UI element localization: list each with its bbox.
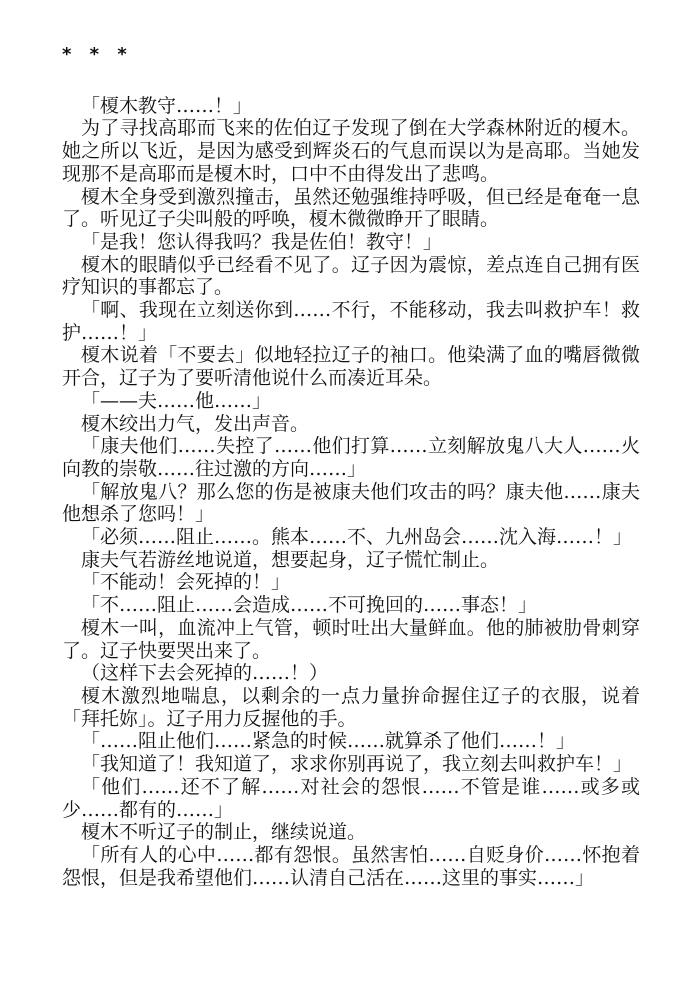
paragraph: 「啊、我现在立刻送你到……不行，不能移动，我去叫救护车！救护……！」 [62,299,640,344]
paragraph: 「——夫……他……」 [81,389,272,412]
paragraph: 榎木不听辽子的制止，继续说道。 [81,821,367,844]
paragraph: 「必须……阻止……。熊本……不、九州岛会……沈入海……！」 [81,526,633,549]
paragraph: （这样下去会死掉的……！） [81,662,329,685]
scene-separator: * * * [62,44,133,65]
paragraph: 康夫气若游丝地说道，想要起身，辽子慌忙制止。 [81,548,500,571]
paragraph: 「不……阻止……会造成……不可挽回的……事态！」 [81,594,538,617]
paragraph: 「不能动！会死掉的！」 [81,571,291,594]
paragraph: 「我知道了！我知道了，求求你别再说了，我立刻去叫救护车！」 [81,753,633,776]
book-page [62,44,640,889]
paragraph: 「解放鬼八？那么您的伤是被康夫他们攻击的吗？康夫他……康夫他想杀了您吗！」 [62,480,640,526]
paragraph: 「所有人的心中……都有怨恨。虽然害怕……自贬身价……怀抱着怨恨，但是我希望他们……认清自己活在……这里的事实……」 [62,843,640,889]
paragraph: 榎木绞出力气，发出声音。 [81,412,310,435]
paragraph: 榎木的眼睛似乎已经看不见了。辽子因为震惊，差点连自己拥有医疗知识的事都忘了。 [62,253,640,299]
paragraph: 「是我！您认得我吗？我是佐伯！教守！」 [81,230,443,253]
paragraph: 「榎木教守……！」 [81,94,253,117]
paragraph: 榎木激烈地喘息，以剩余的一点力量拚命握住辽子的衣服，说着「拜托妳」。辽子用力反握他的手。 [62,684,640,730]
paragraph: 「康夫他们……失控了……他们打算……立刻解放鬼八大人……火向教的崇敬……往过激的方向……」 [62,435,640,480]
paragraph: 「他们……还不了解……对社会的怨恨……不管是谁……或多或少……都有的……」 [62,775,640,821]
paragraph: 榎木全身受到激烈撞击，虽然还勉强维持呼吸，但已经是奄奄一息了。听见辽子尖叫般的呼唤，榎木微微睁开了眼睛。 [62,185,640,231]
paragraph: 榎木说着「不要去」似地轻拉辽子的袖口。他染满了血的嘴唇微微开合，辽子为了要听清他说什么而凑近耳朵。 [62,344,640,390]
paragraph: 榎木一叫，血流冲上气管，顿时吐出大量鲜血。他的肺被肋骨刺穿了。辽子快要哭出来了。 [62,616,640,662]
paragraph: 为了寻找高耶而飞来的佐伯辽子发现了倒在大学森林附近的榎木。她之所以飞近，是因为感受到辉炎石的气息而误以为是高耶。当她发现那不是高耶而是榎木时，口中不由得发出了悲鸣。 [62,117,640,185]
paragraph: 「……阻止他们……紧急的时候……就算杀了他们……！」 [81,730,576,753]
